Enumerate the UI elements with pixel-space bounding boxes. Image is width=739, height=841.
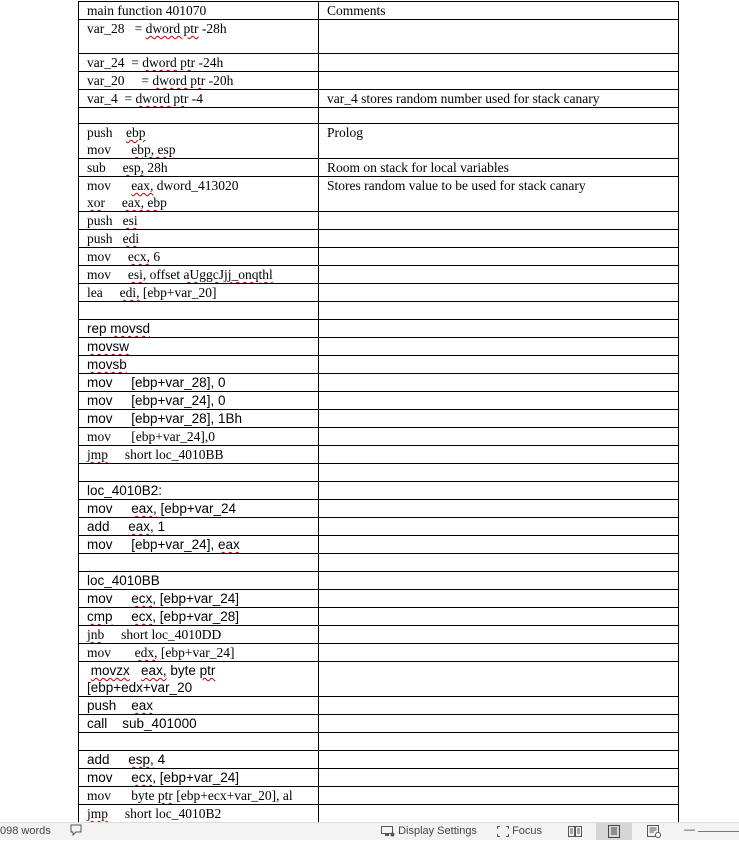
code-cell[interactable] (79, 644, 319, 662)
code-text: lea (87, 285, 120, 300)
code-cell[interactable] (79, 302, 319, 320)
spellcheck-flagged-text: eax, (131, 501, 157, 516)
spellcheck-flagged-text: dword ptr (152, 73, 206, 88)
code-cell[interactable] (79, 356, 319, 374)
spellcheck-flagged-text: movsd (110, 321, 151, 336)
spellcheck-flagged-text: ecx, (131, 770, 157, 785)
code-text: var_24 = (87, 55, 143, 70)
code-text: [ebp+var_24] (157, 645, 235, 660)
comment-cell[interactable] (319, 356, 679, 374)
code-cell[interactable] (79, 72, 319, 90)
spellcheck-flagged-text: ecx, (131, 609, 157, 624)
code-text: [ebp+var_20] (139, 285, 217, 300)
table-row (79, 590, 679, 608)
comment-cell[interactable] (319, 518, 679, 536)
code-cell[interactable] (79, 212, 319, 230)
code-text: [ebp+var_24 (156, 501, 236, 516)
spellcheck-flagged-text: xor (87, 195, 105, 210)
zoom-slider[interactable] (698, 831, 739, 832)
code-cell[interactable] (79, 482, 319, 500)
comment-cell[interactable]: Room on stack for local variables (319, 159, 679, 177)
code-cell[interactable] (79, 769, 319, 787)
code-cell[interactable] (79, 662, 319, 697)
table-row (79, 284, 679, 302)
comment-cell[interactable] (319, 464, 679, 482)
code-cell[interactable] (79, 108, 319, 124)
spellcheck-flagged-text: eax, (141, 663, 167, 678)
code-cell[interactable] (79, 608, 319, 626)
spellcheck-flagged-text: dword ptr (142, 55, 196, 70)
code-text: short loc_4010B2 (108, 806, 222, 821)
display-settings-icon (381, 826, 395, 837)
spellcheck-flagged-text: eax, (128, 519, 154, 534)
code-text: -24h (195, 55, 224, 70)
code-text: call sub_401000 (87, 716, 197, 731)
spellcheck-flagged-text: edi, (119, 285, 140, 300)
comment-cell[interactable] (319, 248, 679, 266)
spellcheck-flagged-text: ecx, (127, 249, 150, 264)
code-text: [ebp+ecx+var_20], al (172, 788, 293, 803)
table-row (79, 751, 679, 769)
zoom-out-button[interactable]: — (684, 824, 695, 836)
comment-cell[interactable] (319, 500, 679, 518)
table-row (79, 626, 679, 644)
table-row (79, 715, 679, 733)
table-row (79, 769, 679, 787)
spellcheck-flagged-text: esi, (127, 267, 147, 282)
code-cell[interactable] (79, 124, 319, 159)
comment-cell[interactable] (319, 554, 679, 572)
comment-cell[interactable] (319, 536, 679, 554)
table-row (79, 72, 679, 90)
table-row (79, 320, 679, 338)
focus-button[interactable] (497, 825, 542, 838)
web-layout-icon (647, 825, 661, 838)
comment-cell[interactable] (319, 266, 679, 284)
spellcheck-flagged-text: ptr (199, 663, 216, 678)
code-cell[interactable] (79, 428, 319, 446)
comment-cell[interactable] (319, 590, 679, 608)
spellcheck-flagged-text: ebp (126, 125, 146, 140)
comment-cell[interactable] (319, 410, 679, 428)
comment-cell[interactable] (319, 608, 679, 626)
code-text: var_28 = (87, 21, 146, 36)
code-text: 1 (153, 519, 166, 534)
table-row (79, 482, 679, 500)
spellcheck-flagged-text: eax (217, 537, 240, 552)
code-cell[interactable] (79, 248, 319, 266)
code-text (113, 609, 132, 624)
table-row (79, 374, 679, 392)
code-cell[interactable] (79, 626, 319, 644)
spellcheck-flagged-text: ecx, (131, 591, 157, 606)
table-row (79, 464, 679, 482)
table-row (79, 518, 679, 536)
read-mode-icon (568, 826, 582, 837)
spellcheck-flagged-text: ptr (157, 788, 173, 803)
comment-cell[interactable]: Comments (319, 2, 679, 20)
code-cell[interactable] (79, 554, 319, 572)
code-text: add (87, 752, 129, 767)
code-text: main function 401070 (87, 3, 207, 18)
table-row (79, 230, 679, 248)
code-text: mov [ebp+var_24], 0 (87, 393, 226, 408)
spellcheck-flagged-text: cmp (87, 609, 113, 624)
code-cell[interactable] (79, 159, 319, 177)
table-row (79, 500, 679, 518)
code-text: mov (87, 267, 128, 282)
status-bar (0, 822, 739, 840)
spellcheck-flagged-text: esp, (128, 752, 154, 767)
table-row (79, 108, 679, 124)
comment-cell[interactable] (319, 374, 679, 392)
comment-cell[interactable] (319, 715, 679, 733)
spellcheck-flagged-text: movzx (90, 663, 130, 678)
code-text: -28h (198, 21, 227, 36)
code-cell[interactable] (79, 751, 319, 769)
spellcheck-flagged-text: esi (122, 213, 138, 228)
comment-cell[interactable] (319, 787, 679, 805)
table-row (79, 446, 679, 464)
comment-cell[interactable] (319, 733, 679, 751)
code-text: [ebp+var_24] (156, 591, 239, 606)
table-row (79, 608, 679, 626)
table-row (79, 248, 679, 266)
display-settings-label: Display Settings (398, 825, 477, 837)
table-row (79, 356, 679, 374)
spellcheck-flagged-text: eax, (131, 178, 154, 193)
code-text: mov (87, 770, 132, 785)
comment-cell[interactable] (319, 320, 679, 338)
comment-cell[interactable] (319, 751, 679, 769)
table-row (79, 212, 679, 230)
table-row (79, 20, 679, 54)
code-cell[interactable] (79, 20, 319, 54)
code-cell[interactable] (79, 464, 319, 482)
code-text: loc_4010B2: (87, 483, 163, 498)
spellcheck-flagged-text: jnb (87, 627, 105, 642)
code-cell[interactable] (79, 500, 319, 518)
code-cell[interactable] (79, 715, 319, 733)
table-row (79, 733, 679, 751)
spellcheck-flagged-text: aUggcJjj_onqthl (183, 267, 273, 282)
comment-cell[interactable] (319, 230, 679, 248)
table-row (79, 392, 679, 410)
comment-cell[interactable] (319, 428, 679, 446)
code-text: short loc_4010BB (108, 447, 224, 462)
code-cell[interactable] (79, 230, 319, 248)
read-mode-button[interactable] (557, 823, 593, 840)
table-row (79, 338, 679, 356)
code-cell[interactable] (79, 410, 319, 428)
table-row (79, 90, 679, 108)
comment-cell[interactable]: Stores random value to be used for stack canary (319, 177, 679, 212)
comment-cell[interactable] (319, 20, 679, 54)
comment-cell[interactable] (319, 805, 679, 823)
spellcheck-flagged-text: edi (122, 231, 140, 246)
comment-cell[interactable] (319, 446, 679, 464)
comment-cell[interactable] (319, 212, 679, 230)
code-text: -4 (188, 91, 203, 106)
code-text: mov (87, 142, 112, 157)
table-row (79, 2, 679, 20)
code-cell[interactable] (79, 338, 319, 356)
comment-cell[interactable] (319, 482, 679, 500)
comment-cell[interactable] (319, 392, 679, 410)
code-text (105, 195, 122, 210)
print-layout-button[interactable] (596, 823, 632, 840)
code-text: mov byte (87, 788, 158, 803)
table-row (79, 554, 679, 572)
code-text: sub (87, 160, 123, 175)
code-text: [ebp+var_28] (156, 609, 239, 624)
code-text: short loc_4010DD (104, 627, 222, 642)
table-row (79, 266, 679, 284)
code-cell[interactable] (79, 733, 319, 751)
code-text: dword_413020 (156, 178, 239, 193)
code-text: -20h (205, 73, 234, 88)
web-layout-button[interactable] (636, 823, 672, 840)
code-cell[interactable] (79, 90, 319, 108)
comment-cell[interactable] (319, 769, 679, 787)
code-text: mov (87, 249, 128, 264)
code-cell[interactable] (79, 374, 319, 392)
table-row (79, 428, 679, 446)
code-cell[interactable] (79, 284, 319, 302)
spellcheck-flagged-text: esp, (122, 160, 145, 175)
code-text: mov (87, 501, 132, 516)
proofing-icon[interactable] (70, 824, 82, 837)
code-cell[interactable] (79, 590, 319, 608)
table-row (79, 124, 679, 159)
code-cell[interactable] (79, 54, 319, 72)
print-layout-icon (608, 825, 620, 838)
comment-cell[interactable] (319, 572, 679, 590)
code-text: push (87, 213, 123, 228)
table-row (79, 572, 679, 590)
code-text (130, 663, 141, 678)
comment-cell[interactable]: Prolog (319, 124, 679, 159)
spellcheck-flagged-text: eax, ebp (121, 195, 167, 210)
comment-cell[interactable] (319, 302, 679, 320)
code-text: add (87, 519, 129, 534)
table-row (79, 787, 679, 805)
comment-cell[interactable] (319, 284, 679, 302)
code-text: mov [ebp+var_24],0 (87, 429, 215, 444)
code-cell[interactable] (79, 266, 319, 284)
spellcheck-flagged-text: movsw (87, 339, 130, 354)
comment-cell[interactable] (319, 626, 679, 644)
comment-cell[interactable] (319, 697, 679, 715)
spellcheck-flagged-text: dword ptr (145, 21, 199, 36)
disassembly-table (78, 1, 679, 822)
code-text: 6 (150, 249, 161, 264)
code-text: mov [ebp+var_28], 1Bh (87, 411, 242, 426)
spellcheck-flagged-text: eax (131, 698, 154, 713)
code-text: mov (87, 645, 135, 660)
comment-cell[interactable] (319, 54, 679, 72)
table-row (79, 159, 679, 177)
table-row (79, 662, 679, 697)
table-row (79, 697, 679, 715)
word-count[interactable]: 098 words (0, 825, 51, 837)
code-text: offset (146, 267, 184, 282)
code-text: 28h (144, 160, 168, 175)
code-text: mov [ebp+var_24], (87, 537, 218, 552)
code-cell[interactable] (79, 177, 319, 212)
code-cell[interactable] (79, 2, 319, 20)
comment-cell[interactable] (319, 662, 679, 697)
comment-cell[interactable] (319, 72, 679, 90)
spellcheck-flagged-text: movsb (87, 357, 127, 372)
code-text: [ebp+var_24] (156, 770, 239, 785)
code-text: mov (87, 591, 132, 606)
table-row (79, 644, 679, 662)
spellcheck-flagged-text: dword ptr (135, 91, 189, 106)
code-cell[interactable] (79, 787, 319, 805)
focus-icon (497, 826, 509, 837)
code-cell[interactable] (79, 518, 319, 536)
spellcheck-flagged-text: jmp (87, 447, 109, 462)
code-text: rep (87, 321, 111, 336)
code-text: byte (166, 663, 200, 678)
table-row (79, 805, 679, 823)
table-row (79, 54, 679, 72)
focus-label: Focus (512, 825, 543, 837)
table-row (79, 410, 679, 428)
table-row (79, 302, 679, 320)
spellcheck-flagged-text: jmp (87, 806, 109, 821)
code-text: var_20 = (87, 73, 153, 88)
disassembly-table-body (79, 2, 679, 823)
code-text: var_4 = (87, 91, 136, 106)
comment-cell[interactable]: var_4 stores random number used for stack canary (319, 90, 679, 108)
spellcheck-flagged-text: edx, (134, 645, 158, 660)
code-text: loc_4010BB (87, 573, 160, 588)
table-row (79, 536, 679, 554)
code-text: mov (87, 178, 132, 193)
code-cell[interactable] (79, 536, 319, 554)
code-text: 4 (153, 752, 166, 767)
code-cell[interactable] (79, 392, 319, 410)
comment-cell[interactable] (319, 644, 679, 662)
table-row (79, 177, 679, 212)
comment-cell[interactable] (319, 108, 679, 124)
comment-cell[interactable] (319, 338, 679, 356)
code-cell[interactable] (79, 697, 319, 715)
display-settings-button[interactable] (381, 825, 477, 838)
code-text: push (87, 698, 132, 713)
code-cell[interactable] (79, 320, 319, 338)
code-cell[interactable] (79, 805, 319, 823)
code-text: push (87, 125, 127, 140)
spellcheck-flagged-text: ebp, esp (131, 142, 176, 157)
code-text: mov [ebp+var_28], 0 (87, 375, 226, 390)
code-cell[interactable] (79, 446, 319, 464)
code-text: push (87, 231, 123, 246)
code-text: [ebp+edx+var_20 (87, 680, 193, 695)
code-cell[interactable] (79, 572, 319, 590)
